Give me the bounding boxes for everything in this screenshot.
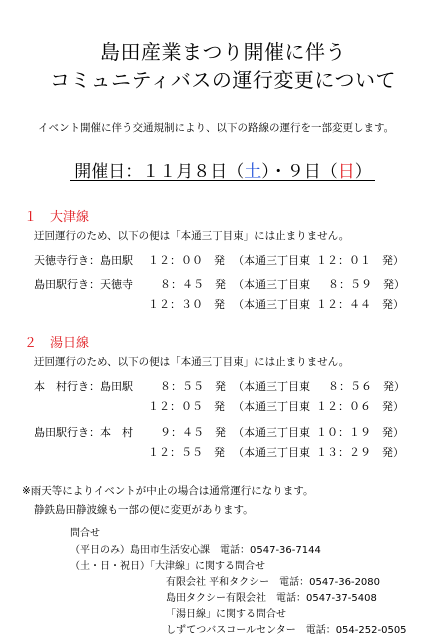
- title-line-1: 島田産業まつり開催に伴う: [100, 40, 346, 64]
- section-1-note: 迂回運行のため、以下の便は「本通三丁目東」には止まりません。: [34, 230, 350, 242]
- stop-name: （本通三丁目東: [233, 298, 310, 311]
- date-saturday: 土: [244, 162, 262, 182]
- stop-name: （本通三丁目東: [233, 278, 310, 291]
- stop-time: １０：１９ 発）: [316, 426, 404, 439]
- stop-time: １３：２９ 発）: [316, 446, 404, 459]
- section-1-name: 大津線: [50, 210, 90, 225]
- section-1-heading: [24, 206, 89, 225]
- stop-name: （本通三丁目東: [233, 446, 310, 459]
- departure-time: ８：５５ 発: [160, 380, 226, 393]
- departure-time: ８：４５ 発: [160, 278, 226, 291]
- contact-heading: 問合せ: [70, 528, 100, 539]
- stop-time: ８：５９ 発）: [328, 278, 405, 291]
- departure-time: １２：００ 発: [148, 254, 225, 267]
- route-label: 島田駅行き：天徳寺: [34, 278, 133, 291]
- event-date: [0, 157, 446, 182]
- stop-name: （本通三丁目東: [233, 426, 310, 439]
- route-label: 本 村行き：島田駅: [34, 380, 133, 393]
- section-1-number: １: [24, 210, 38, 225]
- footnote-rain: ※雨天等によりイベントが中止の場合は通常運行になります。: [22, 485, 314, 497]
- title-line-2: コミュニティバスの運行変更について: [49, 68, 397, 92]
- departure-time: １２：０５ 発: [148, 400, 225, 413]
- contact-weekday: （平日のみ）島田市生活安心課 電話：0547-36-7144: [70, 545, 321, 556]
- stop-time: １２：４４ 発）: [316, 298, 404, 311]
- contact-shimada-taxi: 島田タクシー有限会社 電話：0547-37-5408: [166, 593, 377, 604]
- contact-heiwa-taxi: 有限会社 平和タクシー 電話：0547-36-2080: [166, 577, 381, 588]
- date-suffix: ）: [354, 162, 372, 182]
- departure-time: ９：４５ 発: [160, 426, 226, 439]
- contact-shizutetsu-bus: しずてつバスコールセンター 電話：054-252-0505: [166, 625, 407, 636]
- contact-weekend-yui: 「湯日線」に関する問合せ: [166, 609, 286, 620]
- departure-time: １２：５５ 発: [148, 446, 225, 459]
- stop-time: ８：５６ 発）: [328, 380, 405, 393]
- date-sunday: 日: [337, 162, 355, 182]
- stop-time: １２：０６ 発）: [316, 400, 404, 413]
- footnote-shizutetsu: 静鉄島田静波線も一部の便に変更があります。: [34, 504, 254, 516]
- stop-name: （本通三丁目東: [233, 254, 310, 267]
- section-2-number: ２: [24, 336, 38, 351]
- stop-name: （本通三丁目東: [233, 400, 310, 413]
- date-prefix: 開催日：１１月８日（: [74, 162, 245, 182]
- date-mid: ）・９日（: [261, 162, 338, 182]
- route-label: 島田駅行き：本 村: [34, 426, 133, 439]
- date-underline: [70, 180, 375, 181]
- section-2-note: 迂回運行のため、以下の便は「本通三丁目東」には止まりません。: [34, 356, 350, 368]
- stop-name: （本通三丁目東: [233, 380, 310, 393]
- route-label: 天徳寺行き：島田駅: [34, 254, 133, 267]
- section-2-heading: [24, 332, 89, 351]
- intro-text: イベント開催に伴う交通規制により、以下の路線の運行を一部変更します。: [38, 122, 395, 134]
- stop-time: １２：０１ 発）: [316, 254, 404, 267]
- departure-time: １２：３０ 発: [148, 298, 225, 311]
- section-2-name: 湯日線: [50, 336, 90, 351]
- contact-weekend-otsu: （土・日・祝日）「大津線」に関する問合せ: [70, 561, 265, 572]
